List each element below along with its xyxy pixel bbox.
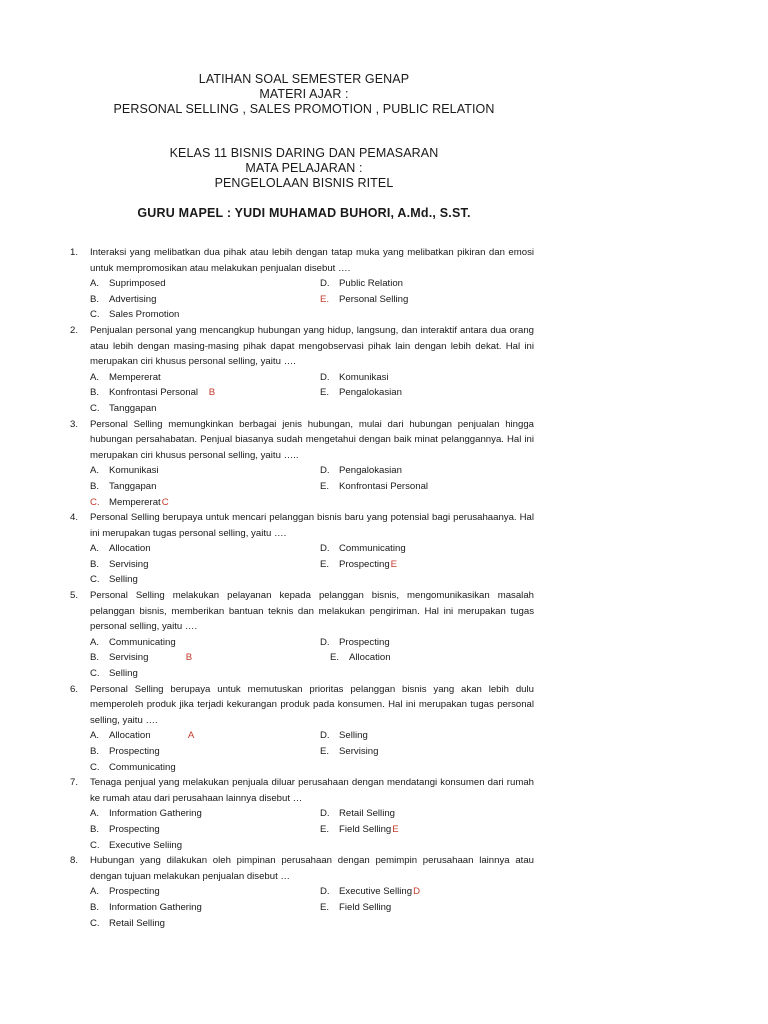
- option-letter: D.: [320, 886, 330, 898]
- question-number: 8.: [70, 855, 79, 867]
- option-text: Servising: [109, 558, 149, 570]
- answer-option[interactable]: [90, 728, 320, 744]
- option-text: Pengalokasian: [339, 387, 402, 399]
- question-number: 5.: [70, 590, 79, 602]
- question-number: 6.: [70, 683, 79, 695]
- option-letter: D.: [320, 278, 330, 290]
- option-text: Mempererat: [109, 496, 161, 508]
- answer-option[interactable]: [320, 900, 534, 916]
- question-text: Penjualan personal yang mencangkup hubungan yang hidup, langsung, dan interaktif antara dua orang atau lebih dengan masing-masing pihak dapat mengobservasi pihak lain dengan lebih dekat. Hal ini merupakan ciri khusus personal selling, yaitu ….: [90, 324, 534, 368]
- question-text: Interaksi yang melibatkan dua pihak atau lebih dengan tatap muka yang melibatkan pikiran dan emosi untuk mempromosikan atau melakukan penjualan disebut ….: [90, 247, 534, 274]
- answer-option[interactable]: [320, 650, 534, 666]
- option-letter: D.: [320, 808, 330, 820]
- answer-option[interactable]: [320, 292, 534, 308]
- question-number: 3.: [70, 418, 79, 430]
- option-text: Allocation: [349, 652, 391, 664]
- question-item: [70, 417, 534, 511]
- answer-option[interactable]: [90, 479, 320, 495]
- answer-option[interactable]: [90, 806, 320, 822]
- answer-options: [90, 541, 534, 588]
- question-item: [70, 853, 534, 931]
- answer-option[interactable]: [320, 822, 534, 838]
- option-text: Field Selling: [339, 901, 392, 913]
- question-text: Personal Selling memungkinkan berbagai jenis hubungan, mulai dari hubungan penjualan hingga hubungan persahabatan. Penjual biasanya sudah mengetahui dengan baik minat pelanggannya. Hal ini merupakan ciri khusus personal selling, yaitu …..: [90, 418, 534, 461]
- option-letter: C.: [90, 668, 100, 680]
- subject-label: MATA PELAJARAN :: [245, 161, 363, 175]
- question-number: 1.: [70, 247, 79, 258]
- option-letter: A.: [90, 730, 100, 742]
- option-letter: A.: [90, 371, 100, 383]
- option-text: Prospecting: [109, 746, 160, 757]
- option-letter: B.: [90, 293, 100, 305]
- option-letter: D.: [320, 636, 330, 648]
- option-letter: B.: [90, 746, 100, 757]
- answer-option[interactable]: [90, 401, 320, 417]
- question-item: [70, 510, 534, 588]
- title-block: [0, 72, 608, 117]
- answer-option[interactable]: [90, 495, 320, 511]
- option-letter: A.: [90, 543, 100, 555]
- answer-options: [90, 370, 534, 417]
- option-letter: B.: [90, 823, 100, 835]
- answer-option[interactable]: [90, 884, 320, 900]
- answer-option[interactable]: [320, 276, 534, 292]
- answer-option[interactable]: [320, 635, 534, 651]
- option-text: Communicating: [109, 636, 176, 648]
- question-text: Tenaga penjual yang melakukan penjuala diluar perusahaan dengan mendatangi konsumen dari rumah ke rumah atau dari perusahaan lainnya disebut …: [90, 777, 534, 804]
- option-text: Pengalokasian: [339, 465, 402, 477]
- answer-option[interactable]: [90, 370, 320, 386]
- option-text: Communicating: [339, 543, 406, 555]
- answer-option[interactable]: [320, 806, 534, 822]
- question-list: [70, 245, 534, 931]
- question-item: [70, 323, 534, 417]
- option-text: Selling: [339, 730, 368, 742]
- answer-option[interactable]: [90, 292, 320, 308]
- answer-option[interactable]: [90, 541, 320, 557]
- option-letter: C.: [90, 309, 100, 321]
- option-text: Retail Selling: [339, 808, 395, 820]
- material-label: MATERI AJAR :: [259, 87, 349, 101]
- option-text: Konfrontasi Personal: [109, 387, 199, 399]
- option-text: Tanggapan: [109, 402, 157, 414]
- option-letter: C.: [90, 917, 100, 929]
- option-text: Konfrontasi Personal: [339, 480, 429, 492]
- subject-name: PENGELOLAAN BISNIS RITEL: [214, 176, 394, 190]
- option-letter: C.: [90, 574, 100, 586]
- option-letter: A.: [90, 465, 100, 477]
- option-letter: D.: [320, 371, 330, 383]
- option-text: Servising: [339, 746, 379, 757]
- option-text: Komunikasi: [109, 465, 159, 477]
- answer-option[interactable]: [90, 307, 320, 323]
- teacher-name: GURU MAPEL : YUDI MUHAMAD BUHORI, A.Md., S.ST.: [137, 206, 471, 220]
- option-text: Information Gathering: [109, 808, 202, 820]
- answer-option[interactable]: [320, 557, 534, 573]
- answer-option[interactable]: [90, 822, 320, 838]
- option-letter: A.: [90, 636, 100, 648]
- option-letter: C.: [90, 496, 100, 508]
- option-letter: B.: [90, 558, 100, 570]
- question-number: 4.: [70, 512, 79, 524]
- option-text: Sales Promotion: [109, 309, 180, 321]
- answer-mark: A: [150, 730, 195, 742]
- option-letter: B.: [90, 480, 100, 492]
- answer-option[interactable]: [320, 744, 534, 760]
- option-text: Servising: [109, 652, 149, 664]
- answer-option[interactable]: [90, 635, 320, 651]
- question-number: 2.: [70, 324, 79, 336]
- answer-mark: D: [413, 886, 420, 898]
- answer-option[interactable]: [320, 728, 534, 744]
- option-text: Suprimposed: [109, 278, 166, 290]
- answer-option[interactable]: [320, 541, 534, 557]
- option-text: Prospecting: [339, 558, 390, 570]
- option-letter: A.: [90, 278, 100, 290]
- answer-option[interactable]: [320, 479, 534, 495]
- answer-option[interactable]: [90, 900, 320, 916]
- option-text: Retail Selling: [109, 917, 165, 929]
- option-letter: D.: [320, 543, 330, 555]
- question-text: Personal Selling berupaya untuk memutuskan prioritas pelanggan bisnis yang akan lebih dulu memperoleh produk jika terjadi kekurangan produk pada konsumen. Hal ini merupakan tugas personal selling, yaitu ….: [90, 683, 534, 726]
- option-letter: B.: [90, 901, 100, 913]
- option-letter: E.: [320, 480, 330, 492]
- question-item: [70, 682, 534, 776]
- option-letter: C.: [90, 402, 100, 414]
- option-letter: B.: [90, 652, 100, 664]
- answer-mark: E: [390, 558, 398, 570]
- option-letter: D.: [320, 730, 330, 742]
- answer-option[interactable]: [90, 916, 320, 932]
- answer-option[interactable]: [90, 572, 320, 588]
- option-letter: E.: [320, 746, 330, 757]
- option-text: Tanggapan: [109, 480, 157, 492]
- answer-option[interactable]: [90, 463, 320, 479]
- option-text: Allocation: [109, 543, 151, 555]
- class-name: KELAS 11 BISNIS DARING DAN PEMASARAN: [169, 146, 439, 160]
- option-letter: A.: [90, 808, 100, 820]
- answer-option[interactable]: [90, 666, 320, 682]
- material-topics: PERSONAL SELLING , SALES PROMOTION , PUBLIC RELATION: [113, 102, 495, 116]
- option-letter: E.: [320, 293, 330, 305]
- answer-options: [90, 463, 534, 510]
- answer-option[interactable]: [90, 276, 320, 292]
- question-item: [70, 245, 534, 323]
- option-text: Executive Seliing: [109, 839, 183, 851]
- answer-option[interactable]: [90, 760, 320, 776]
- option-letter: E.: [320, 823, 330, 835]
- option-letter: C.: [90, 839, 100, 851]
- option-text: Information Gathering: [109, 901, 202, 913]
- option-letter: E.: [320, 387, 330, 399]
- class-block: [0, 146, 608, 191]
- option-letter: B.: [90, 387, 100, 399]
- question-text: Hubungan yang dilakukan oleh pimpinan perusahaan dengan pemimpin perusahaan lainnya atau dengan tujuan melakukan penjualan disebut …: [90, 855, 534, 882]
- answer-option[interactable]: [320, 884, 534, 900]
- option-text: Komunikasi: [339, 371, 389, 383]
- answer-option[interactable]: [90, 744, 320, 760]
- option-text: Prospecting: [109, 823, 160, 835]
- option-text: Mempererat: [109, 371, 161, 383]
- answer-options: [90, 635, 534, 682]
- option-text: Selling: [109, 668, 138, 680]
- answer-options: [90, 884, 534, 931]
- option-text: Communicating: [109, 761, 176, 773]
- question-text: Personal Selling melakukan pelayanan kepada pelanggan bisnis, mengomunikasikan masalah pelanggan bisnis, memberikan bantuan teknis dan melakukan pengiriman. Hal ini merupakan tugas personal selling, yaitu ….: [90, 590, 534, 633]
- option-letter: E.: [330, 652, 340, 664]
- option-letter: E.: [320, 901, 330, 913]
- option-text: Allocation: [109, 730, 151, 742]
- question-text: Personal Selling berupaya untuk mencari pelanggan bisnis baru yang potensial bagi perusahaanya. Hal ini merupakan tugas personal selling, yaitu ….: [90, 512, 534, 539]
- option-letter: D.: [320, 465, 330, 477]
- answer-option[interactable]: [320, 385, 534, 401]
- answer-option[interactable]: [90, 385, 320, 401]
- answer-option[interactable]: [320, 463, 534, 479]
- answer-option[interactable]: [90, 650, 320, 666]
- answer-option[interactable]: [90, 838, 320, 854]
- answer-mark: E: [392, 823, 399, 835]
- option-text: Prospecting: [339, 636, 390, 648]
- answer-mark: C: [161, 496, 169, 508]
- option-text: Public Relation: [339, 278, 403, 290]
- answer-option[interactable]: [320, 370, 534, 386]
- option-text: Selling: [109, 574, 138, 586]
- question-number: 7.: [70, 777, 79, 789]
- option-letter: A.: [90, 886, 100, 898]
- answer-option[interactable]: [90, 557, 320, 573]
- answer-mark: B: [198, 387, 216, 399]
- answer-options: [90, 276, 534, 323]
- answer-options: [90, 728, 534, 775]
- exam-title: LATIHAN SOAL SEMESTER GENAP: [198, 72, 410, 86]
- option-letter: C.: [90, 761, 100, 773]
- option-text: Advertising: [109, 293, 157, 305]
- question-item: [70, 775, 534, 853]
- option-text: Personal Selling: [339, 293, 409, 305]
- option-text: Executive Selling: [339, 886, 413, 898]
- answer-options: [90, 806, 534, 853]
- question-item: [70, 588, 534, 682]
- answer-mark: B: [148, 652, 193, 664]
- option-text: Field Selling: [339, 823, 392, 835]
- option-text: Prospecting: [109, 886, 160, 898]
- option-letter: E.: [320, 558, 330, 570]
